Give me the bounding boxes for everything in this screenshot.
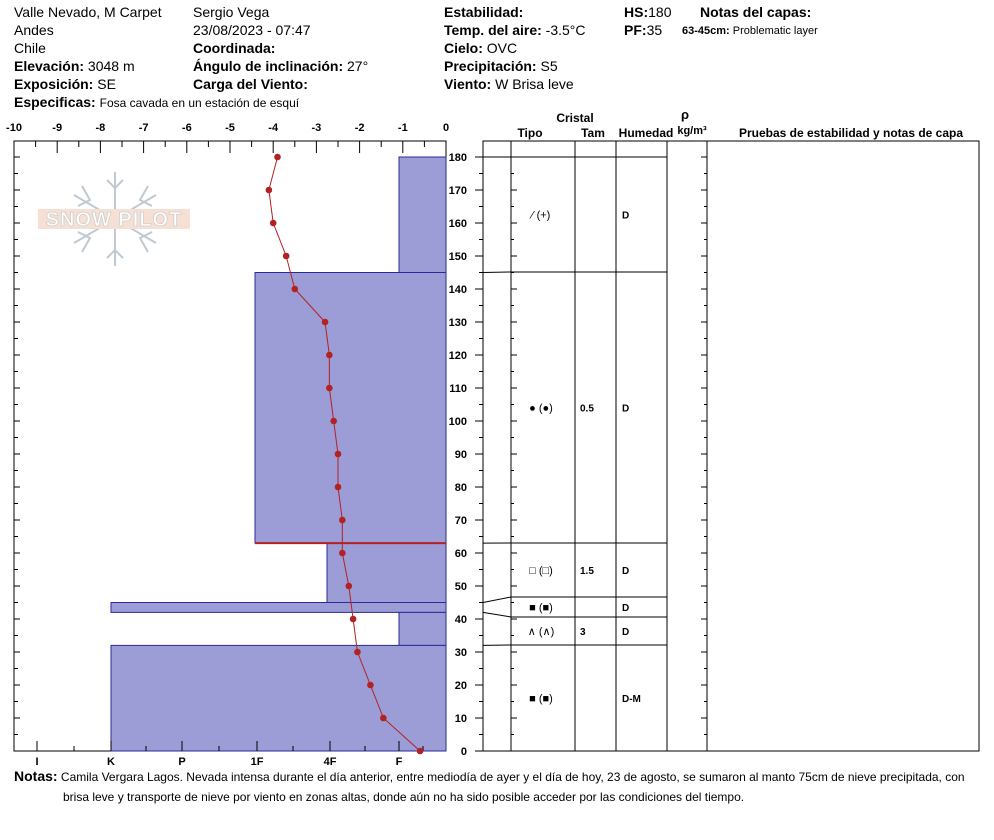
temp-tick-label: 0 bbox=[442, 122, 450, 134]
height-tick-label: 180 bbox=[448, 152, 467, 164]
hardness-bar bbox=[399, 157, 446, 273]
elevation-value: 3048 m bbox=[87, 58, 135, 74]
grain-type: □ (□) bbox=[529, 565, 553, 577]
temp-point bbox=[339, 550, 346, 557]
col-header-type: Tipo bbox=[517, 126, 543, 140]
temp-point bbox=[350, 616, 357, 623]
height-tick-label: 170 bbox=[448, 185, 467, 197]
temp-point bbox=[274, 154, 281, 161]
layer-humidity: D bbox=[622, 566, 630, 577]
temp-tick-label: -8 bbox=[95, 122, 106, 134]
grain-type: ∧ (∧) bbox=[527, 626, 555, 638]
col-header-density-symbol: ρ bbox=[680, 107, 690, 122]
height-tick-label: 20 bbox=[454, 680, 467, 692]
col-header-humidity: Humedad bbox=[618, 126, 674, 140]
temp-tick-label: -6 bbox=[181, 122, 192, 134]
layer-notes-label: Notas del capas: bbox=[700, 4, 812, 20]
wind-label: Viento: bbox=[444, 76, 492, 92]
hardness-tick-label: P bbox=[178, 756, 186, 766]
layer-humidity: D-M bbox=[622, 694, 641, 705]
temp-tick-label: -4 bbox=[268, 122, 279, 134]
hardness-tick-label: F bbox=[395, 756, 403, 766]
hardness-bar bbox=[111, 603, 446, 613]
temp-point bbox=[380, 715, 387, 722]
temp-tick-label: -5 bbox=[225, 122, 235, 134]
temp-point bbox=[417, 748, 424, 755]
observer-name: Sergio Vega bbox=[193, 4, 270, 20]
height-tick-label: 10 bbox=[454, 713, 467, 725]
temp-tick-label: -10 bbox=[6, 122, 22, 134]
height-tick-label: 90 bbox=[454, 449, 467, 461]
temp-point bbox=[266, 187, 273, 194]
col-header-tests: Pruebas de estabilidad y notas de capa bbox=[738, 126, 964, 140]
temp-point bbox=[335, 484, 342, 491]
col-header-size: Tam bbox=[581, 126, 605, 140]
temp-point bbox=[326, 385, 333, 392]
temp-point bbox=[270, 220, 277, 227]
temp-point bbox=[367, 682, 374, 689]
height-tick-label: 80 bbox=[454, 482, 467, 494]
hardness-bar bbox=[255, 273, 446, 544]
height-tick-label: 40 bbox=[454, 614, 467, 626]
height-tick-label: 30 bbox=[454, 647, 467, 659]
height-tick-label: 70 bbox=[454, 515, 467, 527]
height-tick-label: 60 bbox=[454, 548, 467, 560]
height-tick-label: 140 bbox=[448, 284, 467, 296]
air-temp-value: -3.5°C bbox=[545, 22, 586, 38]
location-line-2: Andes bbox=[14, 22, 54, 38]
temp-tick-label: -2 bbox=[354, 122, 365, 134]
col-header-crystal: Cristal bbox=[556, 111, 594, 125]
temp-point bbox=[292, 286, 299, 293]
layer-connector bbox=[483, 612, 511, 617]
layer-connector bbox=[483, 272, 511, 273]
temp-point bbox=[335, 451, 342, 458]
hardness-tick-label: K bbox=[107, 756, 115, 766]
wind-load-label: Carga del Viento: bbox=[193, 76, 308, 92]
slope-label: Ángulo de inclinación: bbox=[193, 58, 344, 74]
hardness-tick-label: I bbox=[35, 756, 39, 766]
pf-value: 35 bbox=[646, 22, 663, 38]
elevation-label: Elevación: bbox=[14, 58, 85, 74]
aspect-label: Exposición: bbox=[14, 76, 94, 92]
location-line-1: Valle Nevado, M Carpet bbox=[14, 4, 162, 20]
layer-humidity: D bbox=[622, 403, 630, 415]
specifics-label: Especificas: bbox=[14, 94, 96, 110]
temp-tick-label: -3 bbox=[311, 122, 322, 134]
notes-line-1: Camila Vergara Lagos. Nevada intensa durante el día anterior, entre mediodía de ayer y el día de hoy, 23 de agosto, se sumaron al manto 75cm de nieve precipitada, con bbox=[60, 770, 965, 784]
height-tick-label: 0 bbox=[460, 746, 467, 758]
temp-point bbox=[354, 649, 361, 656]
temp-tick-label: -1 bbox=[397, 122, 408, 134]
notes-line-2: brisa leve y transporte de nieve por viento en zonas altas, donde aún no ha sido posible acceder por las condiciones del tiempo. bbox=[63, 790, 745, 804]
height-tick-label: 120 bbox=[448, 350, 467, 362]
notes-block bbox=[14, 766, 989, 807]
hardness-bar bbox=[111, 645, 446, 751]
temp-point bbox=[346, 583, 353, 590]
grain-size: 3 bbox=[580, 627, 586, 638]
notes-label: Notas: bbox=[14, 768, 58, 784]
layer-humidity: D bbox=[622, 210, 630, 222]
layer-connector bbox=[483, 597, 511, 603]
col-header-density-unit: kg/m³ bbox=[677, 125, 707, 137]
height-tick-label: 100 bbox=[448, 416, 467, 428]
layer-humidity: D bbox=[622, 627, 630, 638]
height-tick-label: 160 bbox=[448, 218, 467, 230]
slope-value: 27° bbox=[347, 58, 369, 74]
sky-label: Cielo: bbox=[444, 40, 483, 56]
layer-humidity: D bbox=[622, 603, 630, 614]
obs-datetime: 23/08/2023 - 07:47 bbox=[193, 22, 311, 38]
grain-size: 0.5 bbox=[580, 403, 594, 415]
logo-text: SNOW PILOT bbox=[45, 209, 183, 231]
coord-label: Coordinada: bbox=[193, 40, 276, 56]
hardness-tick-label: 1F bbox=[250, 756, 264, 766]
height-tick-label: 150 bbox=[448, 251, 467, 263]
height-tick-label: 130 bbox=[448, 317, 467, 329]
grain-type: ● (●) bbox=[529, 402, 553, 415]
pf-label: PF: bbox=[624, 22, 647, 38]
location-line-3: Chile bbox=[14, 40, 46, 56]
layer-note-text: Problematic layer bbox=[732, 25, 818, 37]
hardness-tick-label: 4F bbox=[323, 756, 337, 766]
grain-size: 1.5 bbox=[580, 566, 594, 577]
height-tick-label: 110 bbox=[449, 383, 467, 395]
air-temp-label: Temp. del aire: bbox=[444, 22, 542, 38]
grain-type: ■ (■) bbox=[529, 693, 553, 705]
layer-table-frame bbox=[483, 141, 979, 751]
aspect-value: SE bbox=[97, 76, 116, 92]
hardness-bar bbox=[399, 612, 446, 645]
specifics-value: Fosa cavada en un estación de esquí bbox=[99, 96, 300, 110]
precip-label: Precipitación: bbox=[444, 58, 537, 74]
temp-point bbox=[339, 517, 346, 524]
wind-value: W Brisa leve bbox=[495, 76, 574, 92]
temp-tick-label: -9 bbox=[52, 122, 63, 134]
temp-point bbox=[326, 352, 333, 359]
precip-value: S5 bbox=[540, 58, 558, 74]
grain-type: ⁄ (+) bbox=[531, 209, 551, 222]
sky-value: OVC bbox=[486, 40, 518, 56]
temp-point bbox=[283, 253, 290, 260]
temp-point bbox=[330, 418, 337, 425]
stability-label: Estabilidad: bbox=[444, 4, 524, 20]
temp-tick-label: -7 bbox=[138, 122, 149, 134]
grain-type: ■ (■) bbox=[529, 602, 553, 614]
snowpilot-logo bbox=[38, 172, 190, 266]
height-tick-label: 50 bbox=[454, 581, 467, 593]
hs-label: HS: bbox=[624, 4, 649, 20]
temp-point bbox=[322, 319, 329, 326]
hs-value: 180 bbox=[648, 4, 672, 20]
layer-note-range: 63-45cm: bbox=[682, 25, 730, 37]
